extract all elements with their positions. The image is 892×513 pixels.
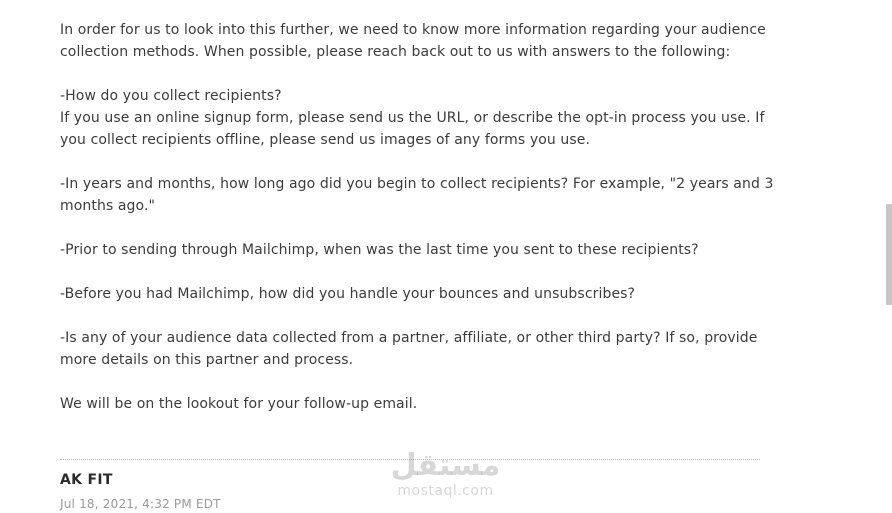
message-divider <box>60 459 760 460</box>
vertical-scrollbar-thumb[interactable] <box>886 204 892 305</box>
message-paragraph-closing: We will be on the lookout for your follow-up email. <box>60 396 418 412</box>
message-paragraph-last-send: -Prior to sending through Mailchimp, when was the last time you sent to these recipients? <box>60 242 699 258</box>
message-paragraph-collection-duration: -In years and months, how long ago did you begin to collect recipients? For example, "2 years and 3 months ago." <box>60 176 774 214</box>
watermark-logo <box>388 449 503 505</box>
reply-timestamp: Jul 18, 2021, 4:32 PM EDT <box>60 497 221 511</box>
watermark-latin-text: mostaql.com <box>397 483 494 499</box>
message-paragraph-collect-recipients: -How do you collect recipients? If you use an online signup form, please send us the URL, or describe the opt-in process you use. If you collect recipients offline, please send us images of any forms you use. <box>60 88 765 148</box>
watermark-arabic-text: مستقل <box>390 448 501 483</box>
reply-author: AK FIT <box>60 472 113 488</box>
message-paragraph-third-party: -Is any of your audience data collected from a partner, affiliate, or other third party? If so, provide more details on this partner and process. <box>60 330 758 368</box>
message-body <box>60 19 780 437</box>
message-paragraph-intro: In order for us to look into this further, we need to know more information regarding your audience collection methods. When possible, please reach back out to us with answers to the following: <box>60 22 766 60</box>
message-paragraph-bounces: -Before you had Mailchimp, how did you handle your bounces and unsubscribes? <box>60 286 636 302</box>
